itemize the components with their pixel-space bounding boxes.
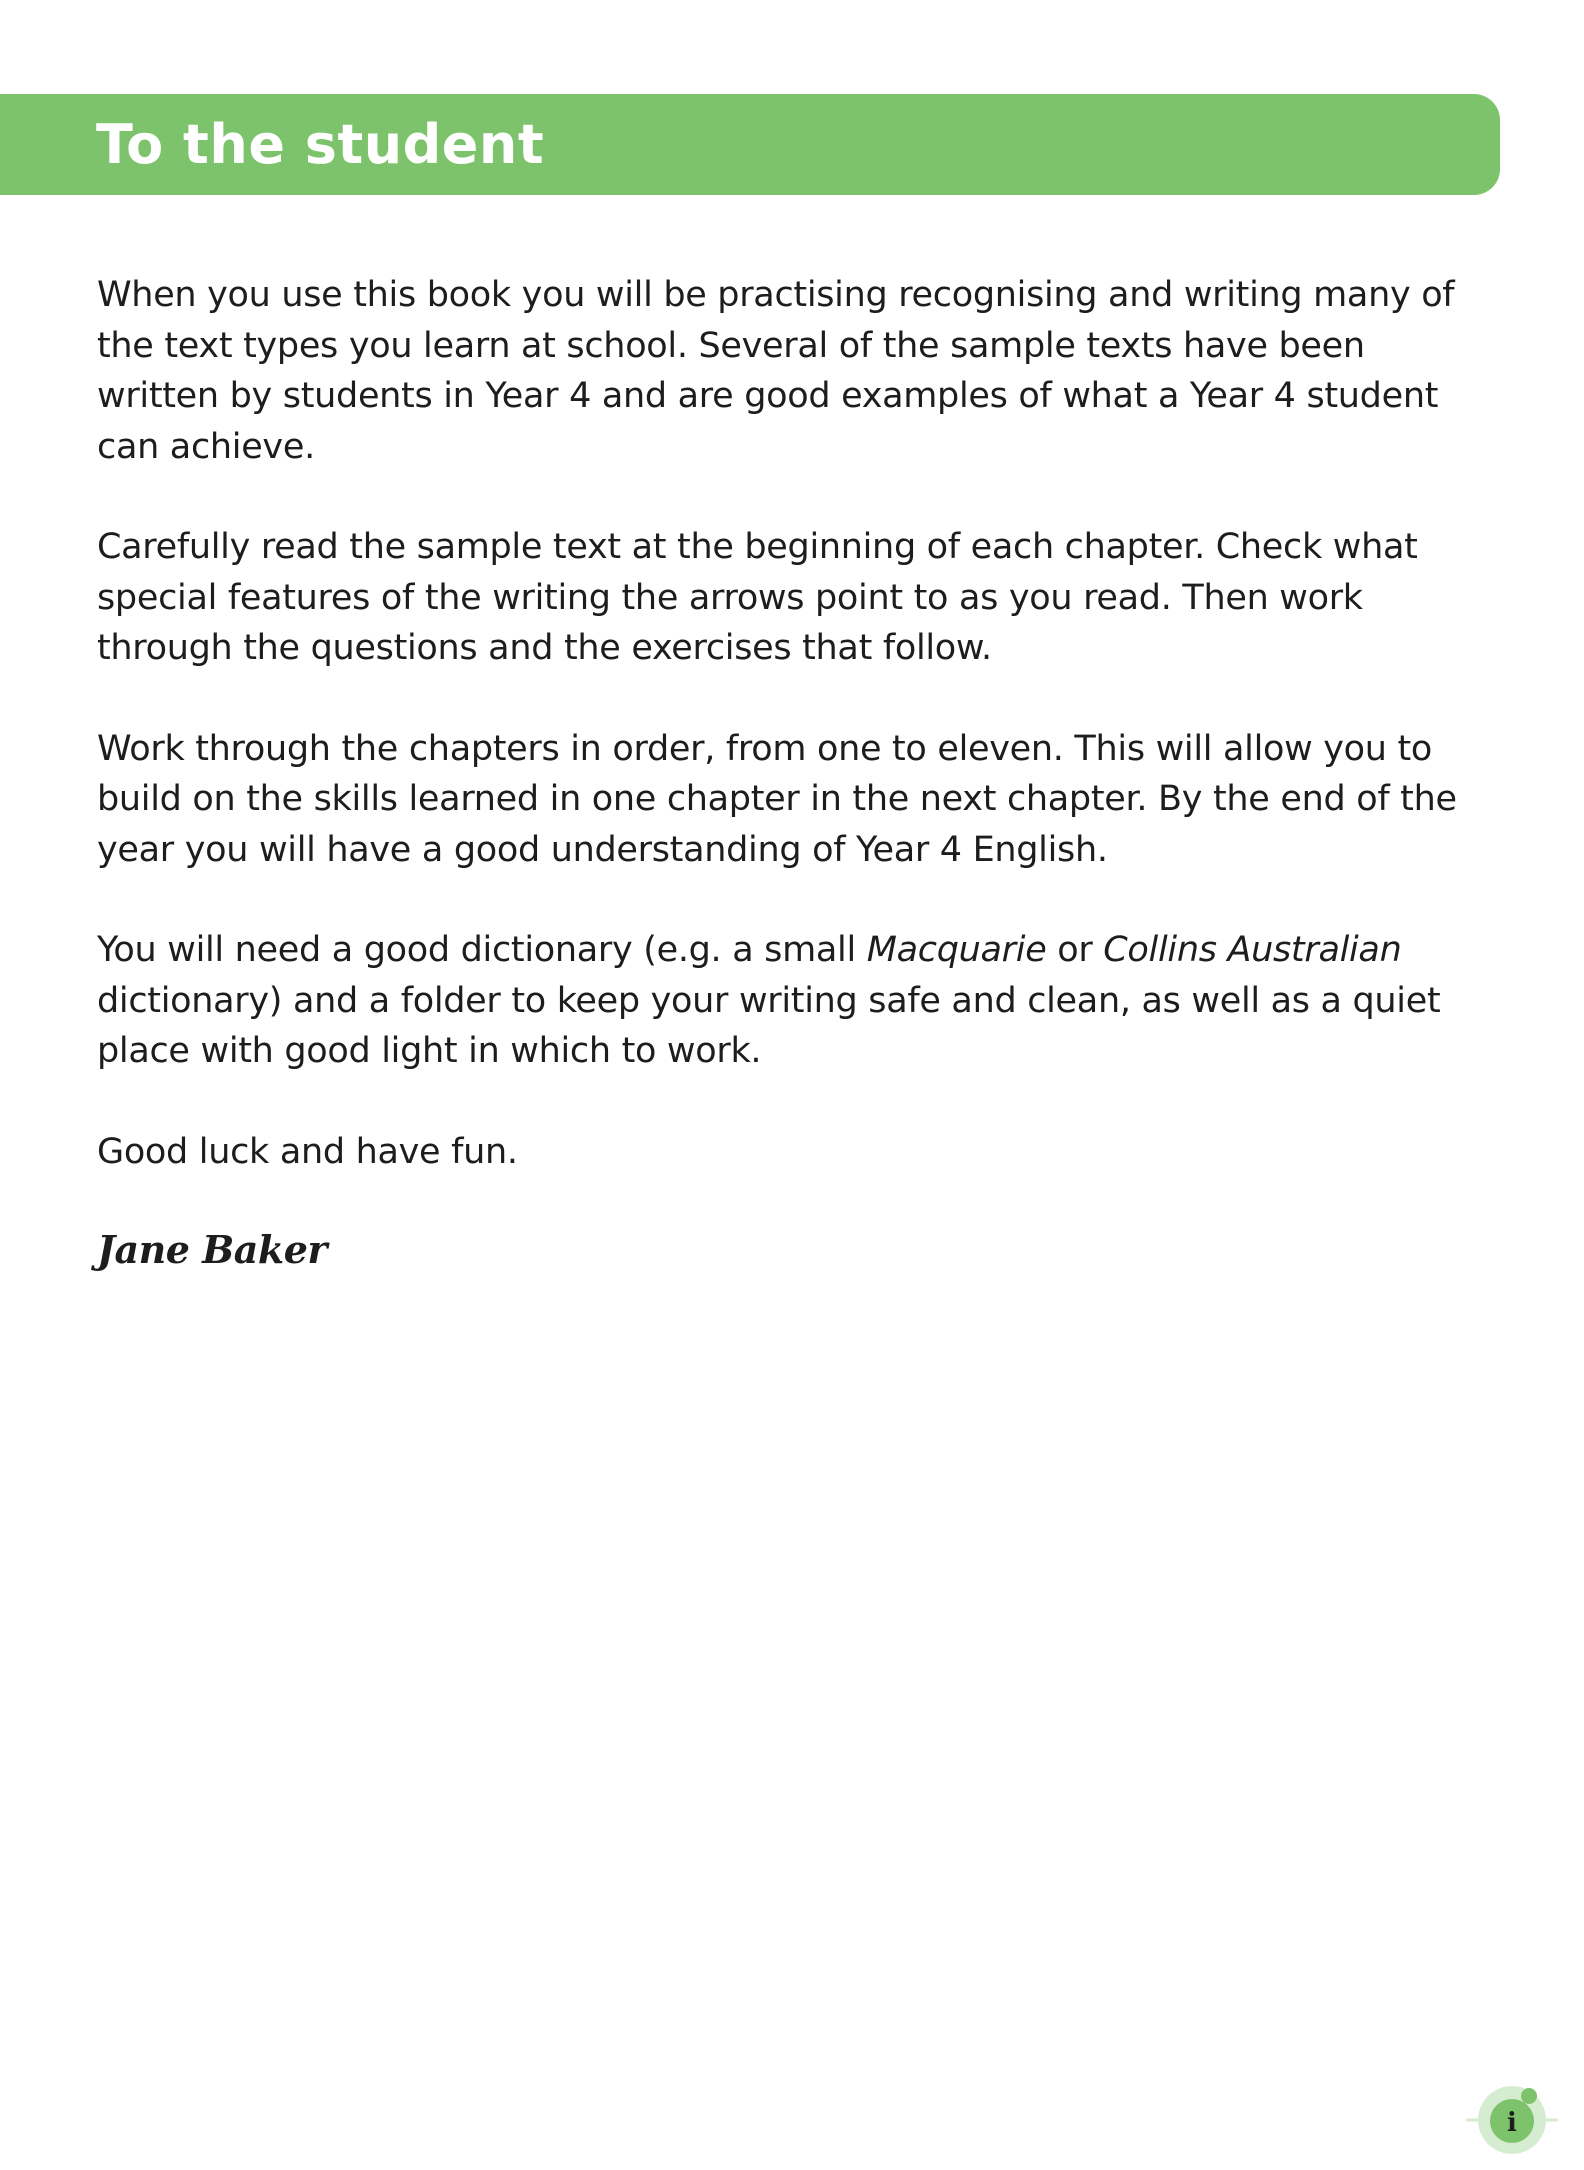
dictionary-text-3: dictionary) and a folder to keep your writing safe and clean, as well as a quiet place with good light in which to work. xyxy=(97,980,1441,1071)
chapters-paragraph: Work through the chapters in order, from one to eleven. This will allow you to build on the skills learned in one chapter in the next chapter. By the end of the year you will have a good understanding of Year 4 English. xyxy=(97,728,1457,870)
dictionary-title-macquarie: Macquarie xyxy=(866,930,1047,970)
dictionary-title-collins: Collins Australian xyxy=(1103,930,1402,970)
author-signature: Jane Baker xyxy=(97,1227,327,1272)
dictionary-text-1: You will need a good dictionary (e.g. a small xyxy=(97,930,867,970)
closing-line: Good luck and have fun. xyxy=(97,1131,518,1172)
dictionary-text-2: or xyxy=(1046,930,1104,970)
intro-paragraph: When you use this book you will be practising recognising and writing many of the text types you learn at school. Several of the sample texts have been written by students in Year 4 and are good examples of what a Year 4 student can achieve. xyxy=(97,275,1455,467)
body-content xyxy=(97,270,1497,1272)
page-number-badge xyxy=(1466,2082,1558,2156)
page-number: i xyxy=(1507,2108,1517,2138)
dictionary-paragraph xyxy=(97,925,1497,1077)
leaf-badge-icon xyxy=(1466,2082,1558,2156)
badge-sprout xyxy=(1521,2088,1537,2104)
page-title: To the student xyxy=(96,113,545,176)
title-banner xyxy=(0,94,1500,195)
reading-paragraph: Carefully read the sample text at the beginning of each chapter. Check what special features of the writing the arrows point to as you read. Then work through the questions and the exercises that follow. xyxy=(97,527,1418,668)
